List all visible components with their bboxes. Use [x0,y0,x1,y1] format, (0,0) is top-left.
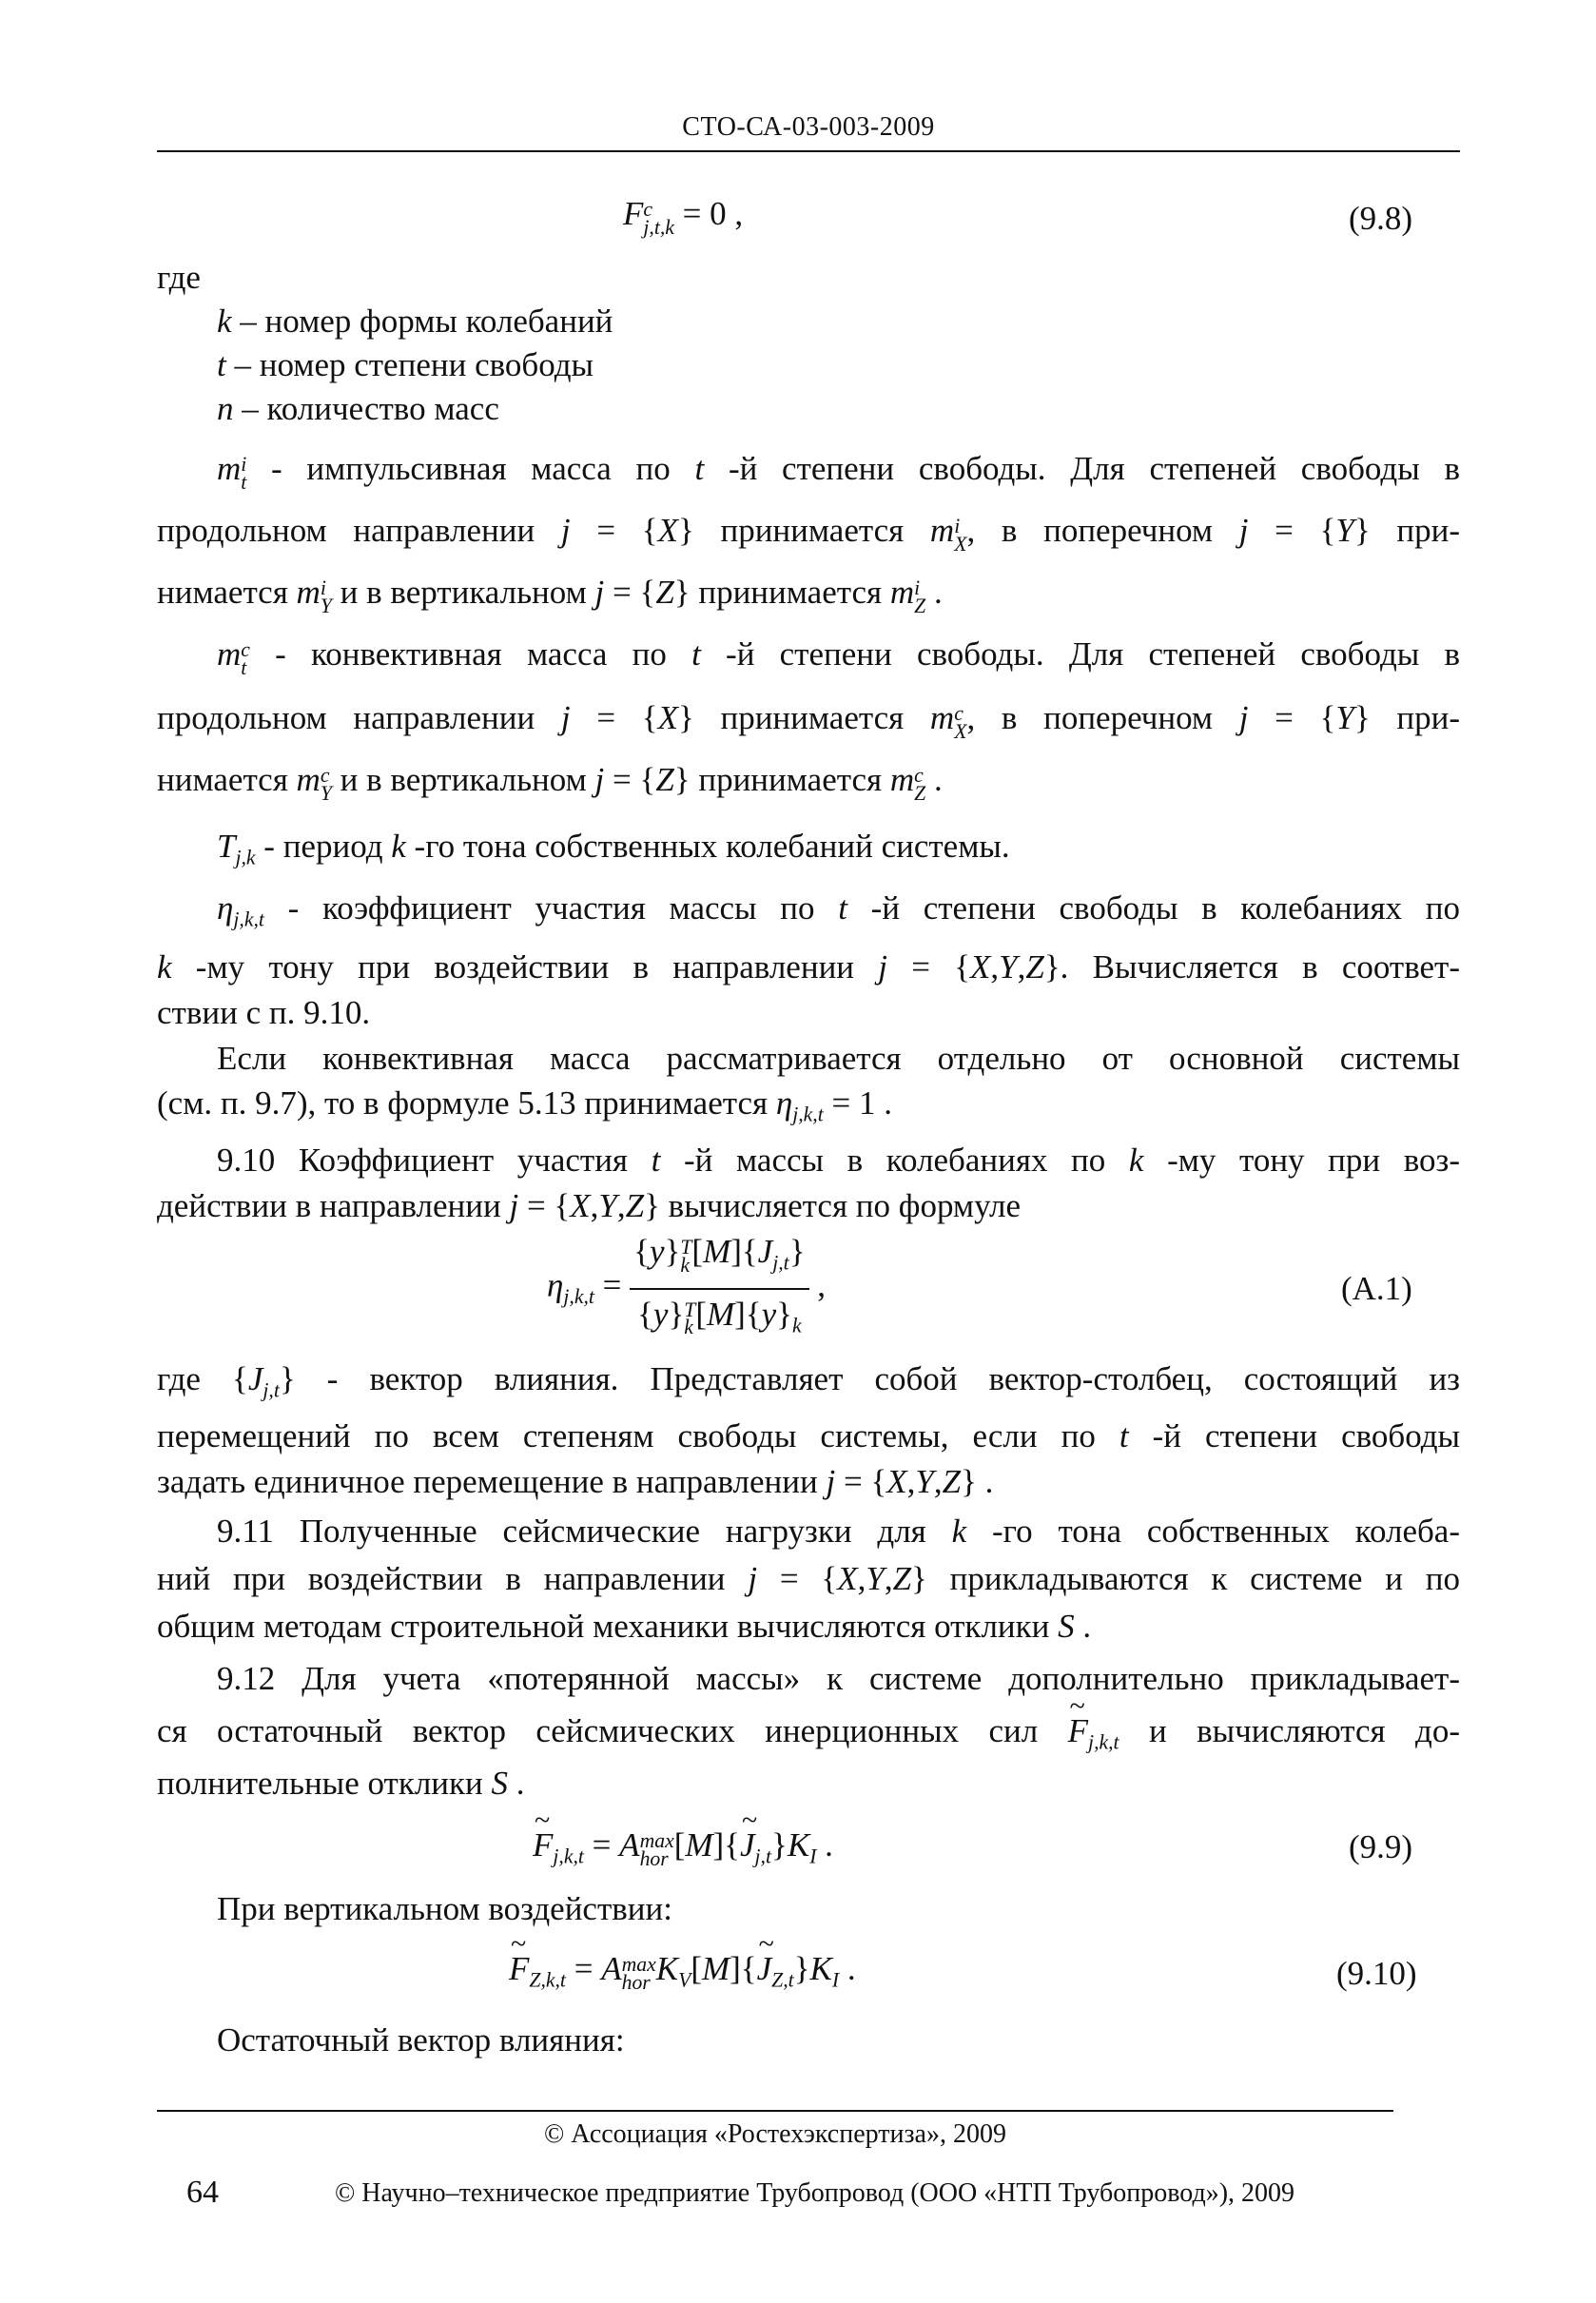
paragraph-convective-mass-line2: продольном направлении j = {X} принимается mc X, в поперечном j = {Y} при- [157,699,1461,743]
document-code-header: СТО-СА-03-003-2009 [682,112,935,142]
clause-9-11-line2: ний при воздействии в направлении j = {X,Y,Z} прикладываются к системе и по [157,1560,1461,1597]
paragraph-participation-line2: k -му тону при воздействии в направлении j = {X,Y,Z}. Вычисляется в соответ- [157,948,1461,986]
paragraph-impulsive-mass-line2: продольном направлении j = {X} принимается mi X, в поперечном j = {Y} при- [157,512,1461,556]
paragraph-impulsive-mass-line3: нимается mi Y и в вертикальном j = {Z} принимается mi Z . [157,574,943,617]
footer-copyright-company: © Научно–техническое предприятие Трубопровод (ООО «НТП Трубопровод»), 2009 [335,2178,1295,2208]
paragraph-participation-line1: $\eta_{j,k,t}$ - коэффициент участия массы по t -й степени свободы в колебаниях по [217,889,1460,931]
paragraph-convective-separate-line2: (см. п. 9.7), то в формуле 5.13 принимается $\eta_{j,k,t} = 1$ . [157,1084,893,1126]
clause-9-12-line2: ся остаточный вектор сейсмических инерционных сил ~ $F_{j,k,t}$ и вычисляются до- [157,1712,1460,1762]
footer-rule [157,2110,1393,2112]
clause-9-12-line3: полнительные отклики S . [157,1765,525,1802]
equation-9-10: ~ $F_{Z,k,t} = Amax$ hor $K_V[M]\{\sim$ $J_{Z,t}\}K_I$ . [509,1950,856,2000]
paragraph-influence-vector-line3: задать единичное перемещение в направлении j = {X,Y,Z} . [157,1463,994,1500]
paragraph-participation-line3: ствии с п. 9.10. [157,994,371,1031]
paragraph-convective-mass-line3: нимается mc Y и в вертикальном j = {Z} принимается mc Z . [157,761,943,805]
footer-copyright-association: © Ассоциация «Ростехэкспертиза», 2009 [544,2119,1006,2149]
paragraph-influence-vector-line1: где $\{J_{j,t}\}$ - вектор влияния. Представляет собой вектор-столбец, состоящий из [157,1360,1460,1402]
equation-number: (9.9) [1349,1828,1413,1865]
equation-9-9: ~ $F_{j,k,t} = Amax$ hor [M]{~ $J_{j,t}\}K_I$ . [533,1826,833,1876]
where-label: где [157,259,201,296]
paragraph-impulsive-mass-line1: mi t - импульсивная масса по t -й степени свободы. Для степеней свободы в [217,450,1461,494]
equation-A-1: $\eta_{j,k,t}$ = {y}T $k[M]\{J_{j,t}\}$ {y}T $k[M]\{y\}_k$ , [547,1233,827,1339]
clause-9-10-line1: 9.10 Коэффициент участия t -й массы в колебаниях по k -му тону при воз- [217,1142,1461,1179]
paragraph-period: $T_{j,k}$ - период k -го тона собственных колебаний системы. [217,828,1010,869]
clause-9-12-line1: 9.12 Для учета «потерянной массы» к системе дополнительно прикладывает- [217,1660,1460,1697]
clause-9-10-line2: действии в направлении j = {X,Y,Z} вычисляется по формуле [157,1187,1022,1224]
definition-t: t – номер степени свободы [217,346,594,383]
equation-number: (9.10) [1336,1955,1417,1992]
paragraph-convective-mass-line1: mc t - конвективная масса по t -й степени свободы. Для степеней свободы в [217,635,1460,679]
definition-n: n – количество масс [217,390,499,427]
residual-vector-label: Остаточный вектор влияния: [217,2021,625,2059]
header-rule [157,150,1460,152]
vertical-action-label: При вертикальном воздействии: [217,1890,672,1927]
paragraph-convective-separate-line1: Если конвективная масса рассматривается отдельно от основной системы [217,1040,1460,1077]
definition-k: k – номер формы колебаний [217,303,613,340]
clause-9-11-line3: общим методам строительной механики вычисляются отклики S . [157,1608,1092,1645]
equation-number: (9.8) [1349,200,1413,237]
paragraph-influence-vector-line2: перемещений по всем степеням свободы системы, если по t -й степени свободы [157,1417,1461,1454]
page-number: 64 [186,2175,219,2210]
equation-9-8: Fc j,t,k = 0 , [623,195,744,239]
clause-9-11-line1: 9.11 Полученные сейсмические нагрузки для k -го тона собственных колеба- [217,1513,1460,1550]
equation-number: (A.1) [1341,1270,1412,1307]
